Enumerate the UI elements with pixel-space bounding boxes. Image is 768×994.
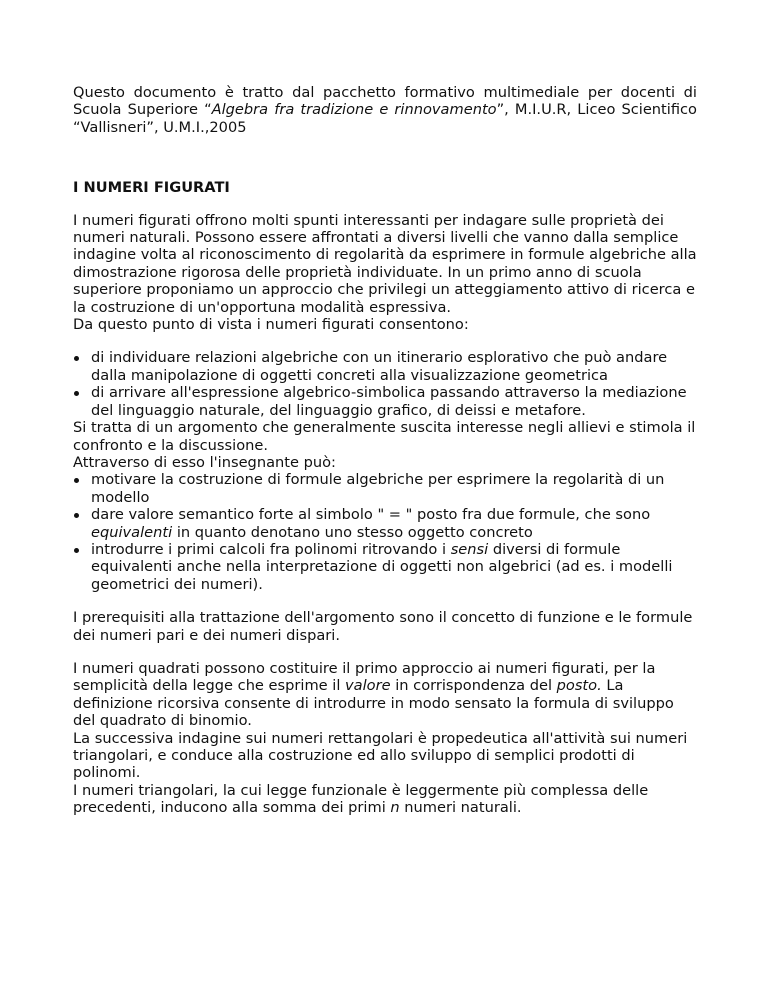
source-text: Questo documento è tratto dal pacchetto formativo multimediale per docenti di Scuola Superiore “ xyxy=(73,84,697,119)
document-page xyxy=(73,0,697,817)
paragraph-text-end: numeri naturali. xyxy=(399,799,522,817)
bullet-icon xyxy=(74,513,79,518)
paragraph-text-mid: in corrispondenza del xyxy=(390,677,557,695)
section-heading: I NUMERI FIGURATI xyxy=(73,179,230,197)
source-title: Algebra fra tradizione e rinnovamento xyxy=(211,101,497,119)
teacher-list xyxy=(73,471,697,593)
list-item xyxy=(73,541,697,593)
intro-paragraph: I numeri figurati offrono molti spunti interessanti per indagare sulle proprietà dei numeri naturali. Possono essere affrontati a diversi livelli che vanno dalla semplice indagine volta al riconoscimento di regolarità da esprimere in formule algebriche alla dimostrazione rigorosa delle proprietà individuate. In un primo anno di scuola superiore proponiamo un approccio che privilegi un atteggiamento attivo di ricerca e la costruzione di un'opportuna modalità espressiva. xyxy=(73,211,697,316)
list-item-text: di arrivare all'espressione algebrico-simbolica passando attraverso la mediazione del linguaggio naturale, del linguaggio grafico, di deissi e metafore. xyxy=(91,384,687,419)
bullet-icon xyxy=(74,548,79,553)
rectangular-paragraph: La successiva indagine sui numeri rettangolari è propedeutica all'attività sui numeri triangolari, e conduce alla costruzione ed allo sviluppo di semplici prodotti di polinomi. xyxy=(73,729,688,782)
list-item-text: introdurre i primi calcoli fra polinomi ritrovando i xyxy=(91,540,451,558)
italic-term: sensi xyxy=(450,540,489,558)
list-item-text: di individuare relazioni algebriche con un itinerario esplorativo che può andare dalla manipolazione di oggetti concreti alla visualizzazione geometrica xyxy=(91,349,668,384)
teacher-lead: Attraverso di esso l'insegnante può: xyxy=(73,453,336,471)
italic-term: equivalenti xyxy=(91,523,173,541)
italic-term: valore xyxy=(345,677,391,695)
italic-term: n xyxy=(390,799,400,817)
italic-term: posto. xyxy=(556,677,602,695)
paragraph-text: I numeri triangolari, la cui legge funzionale è leggermente più complessa delle precedenti, inducono alla somma dei primi xyxy=(73,781,649,817)
consentono-list xyxy=(73,349,697,419)
consentono-lead: Da questo punto di vista i numeri figurati consentono: xyxy=(73,316,469,334)
list-item-text-end: diversi di formule equivalenti anche nella interpretazione di oggetti non algebrici (ad es. i modelli geometrici dei numeri). xyxy=(91,540,673,593)
squares-paragraph xyxy=(73,660,697,730)
triangular-paragraph xyxy=(73,782,697,817)
list-item xyxy=(73,506,697,541)
list-item-text-end: in quanto denotano uno stesso oggetto concreto xyxy=(172,523,533,541)
list-item-text: motivare la costruzione di formule algebriche per esprimere la regolarità di un modello xyxy=(91,471,665,506)
interest-paragraph: Si tratta di un argomento che generalmente suscita interesse negli allievi e stimola il confronto e la discussione. xyxy=(73,419,696,454)
bullet-icon xyxy=(74,478,79,483)
list-item xyxy=(73,384,697,419)
list-item xyxy=(73,471,697,506)
bullet-icon xyxy=(74,391,79,396)
source-text-end: ”, M.I.U.R, Liceo Scientifico “Vallisneri”, U.M.I.,2005 xyxy=(73,101,697,136)
paragraph-text: I numeri quadrati possono costituire il primo approccio ai numeri figurati, per la semplicità della legge che esprime il xyxy=(73,659,656,695)
source-note xyxy=(73,84,697,136)
list-item-text: dare valore semantico forte al simbolo " = " posto fra due formule, che sono xyxy=(91,506,651,524)
prerequisites-paragraph: I prerequisiti alla trattazione dell'argomento sono il concetto di funzione e le formule dei numeri pari e dei numeri dispari. xyxy=(73,609,693,644)
paragraph-text-end: La definizione ricorsiva consente di introdurre in modo sensato la formula di sviluppo del quadrato di binomio. xyxy=(73,677,674,730)
bullet-icon xyxy=(74,356,79,361)
list-item xyxy=(73,349,697,384)
